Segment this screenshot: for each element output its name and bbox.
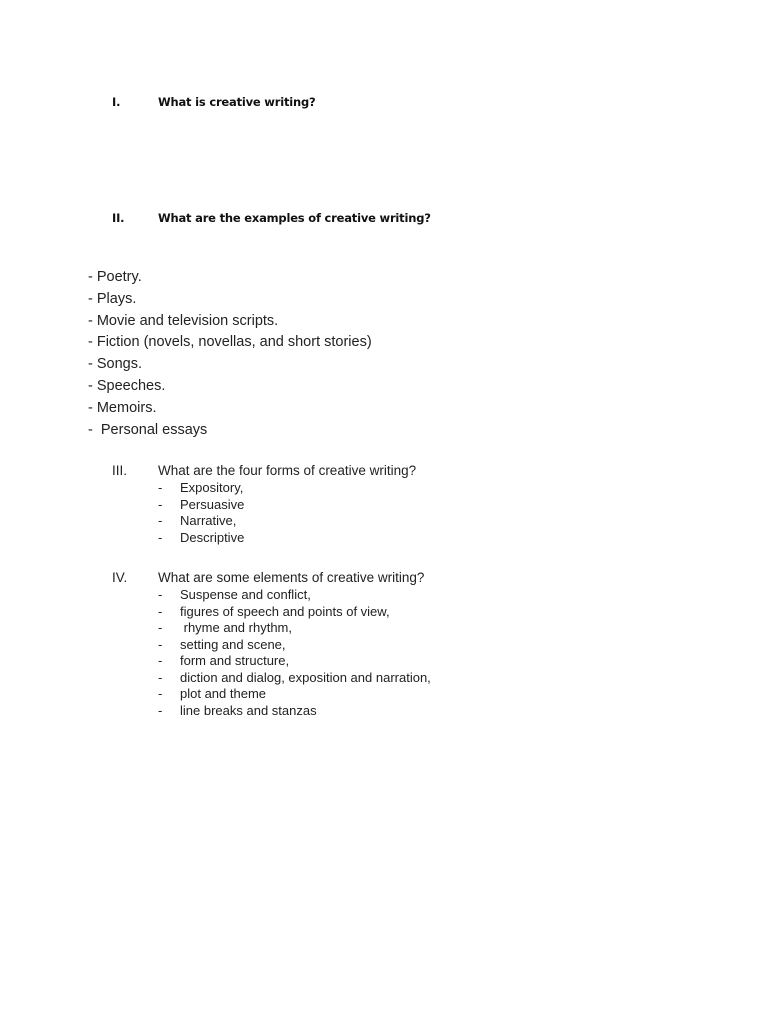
list-item: - Movie and television scripts. <box>88 312 279 329</box>
bullet-dash: - <box>158 603 163 619</box>
bullet-dash: - <box>158 513 163 528</box>
list-item-text: Suspense and conflict, <box>180 587 311 602</box>
bullet-dash: - <box>158 653 163 668</box>
section-question: What are the examples of creative writing? <box>158 211 431 225</box>
section-3 <box>112 463 512 553</box>
bullet-dash: - <box>158 669 163 685</box>
list-item: - Personal essays <box>88 421 208 438</box>
list-item-text: setting and scene, <box>180 636 286 652</box>
list-item: - Plays. <box>88 290 137 307</box>
bullet-dash: - <box>158 686 163 701</box>
list-item-text: rhyme and rhythm, <box>180 620 292 635</box>
examples-list <box>88 267 372 441</box>
list-item-text: diction and dialog, exposition and narration, <box>180 669 431 685</box>
section-number: III. <box>112 463 128 478</box>
bullet-dash: - <box>158 620 163 635</box>
list-item-text: line breaks and stanzas <box>180 702 317 718</box>
bullet-dash: - <box>158 702 163 718</box>
section-question: What is creative writing? <box>158 95 316 109</box>
list-item-text: plot and theme <box>180 686 267 701</box>
list-item: - Songs. <box>88 356 142 373</box>
bullet-dash: - <box>158 496 163 512</box>
list-item: - Fiction (novels, novellas, and short stories) <box>88 334 372 351</box>
bullet-dash: - <box>158 587 163 602</box>
list-item-text: Expository, <box>180 480 244 495</box>
section-question: What are the four forms of creative writing? <box>158 463 417 478</box>
section-4 <box>112 570 512 730</box>
section-number: I. <box>112 95 121 109</box>
list-item: - Speeches. <box>88 377 166 394</box>
list-item-text: form and structure, <box>180 653 290 668</box>
bullet-dash: - <box>158 636 163 652</box>
list-item-text: Narrative, <box>180 513 237 528</box>
section-question: What are some elements of creative writing? <box>158 570 425 585</box>
bullet-dash: - <box>158 480 163 495</box>
section-number: IV. <box>112 570 128 585</box>
section-number: II. <box>112 211 125 225</box>
list-item-text: figures of speech and points of view, <box>180 603 390 619</box>
list-item: - Memoirs. <box>88 399 157 416</box>
list-item-text: Persuasive <box>180 496 245 512</box>
list-item: - Poetry. <box>88 269 142 285</box>
bullet-dash: - <box>158 529 163 545</box>
list-item-text: Descriptive <box>180 529 245 545</box>
